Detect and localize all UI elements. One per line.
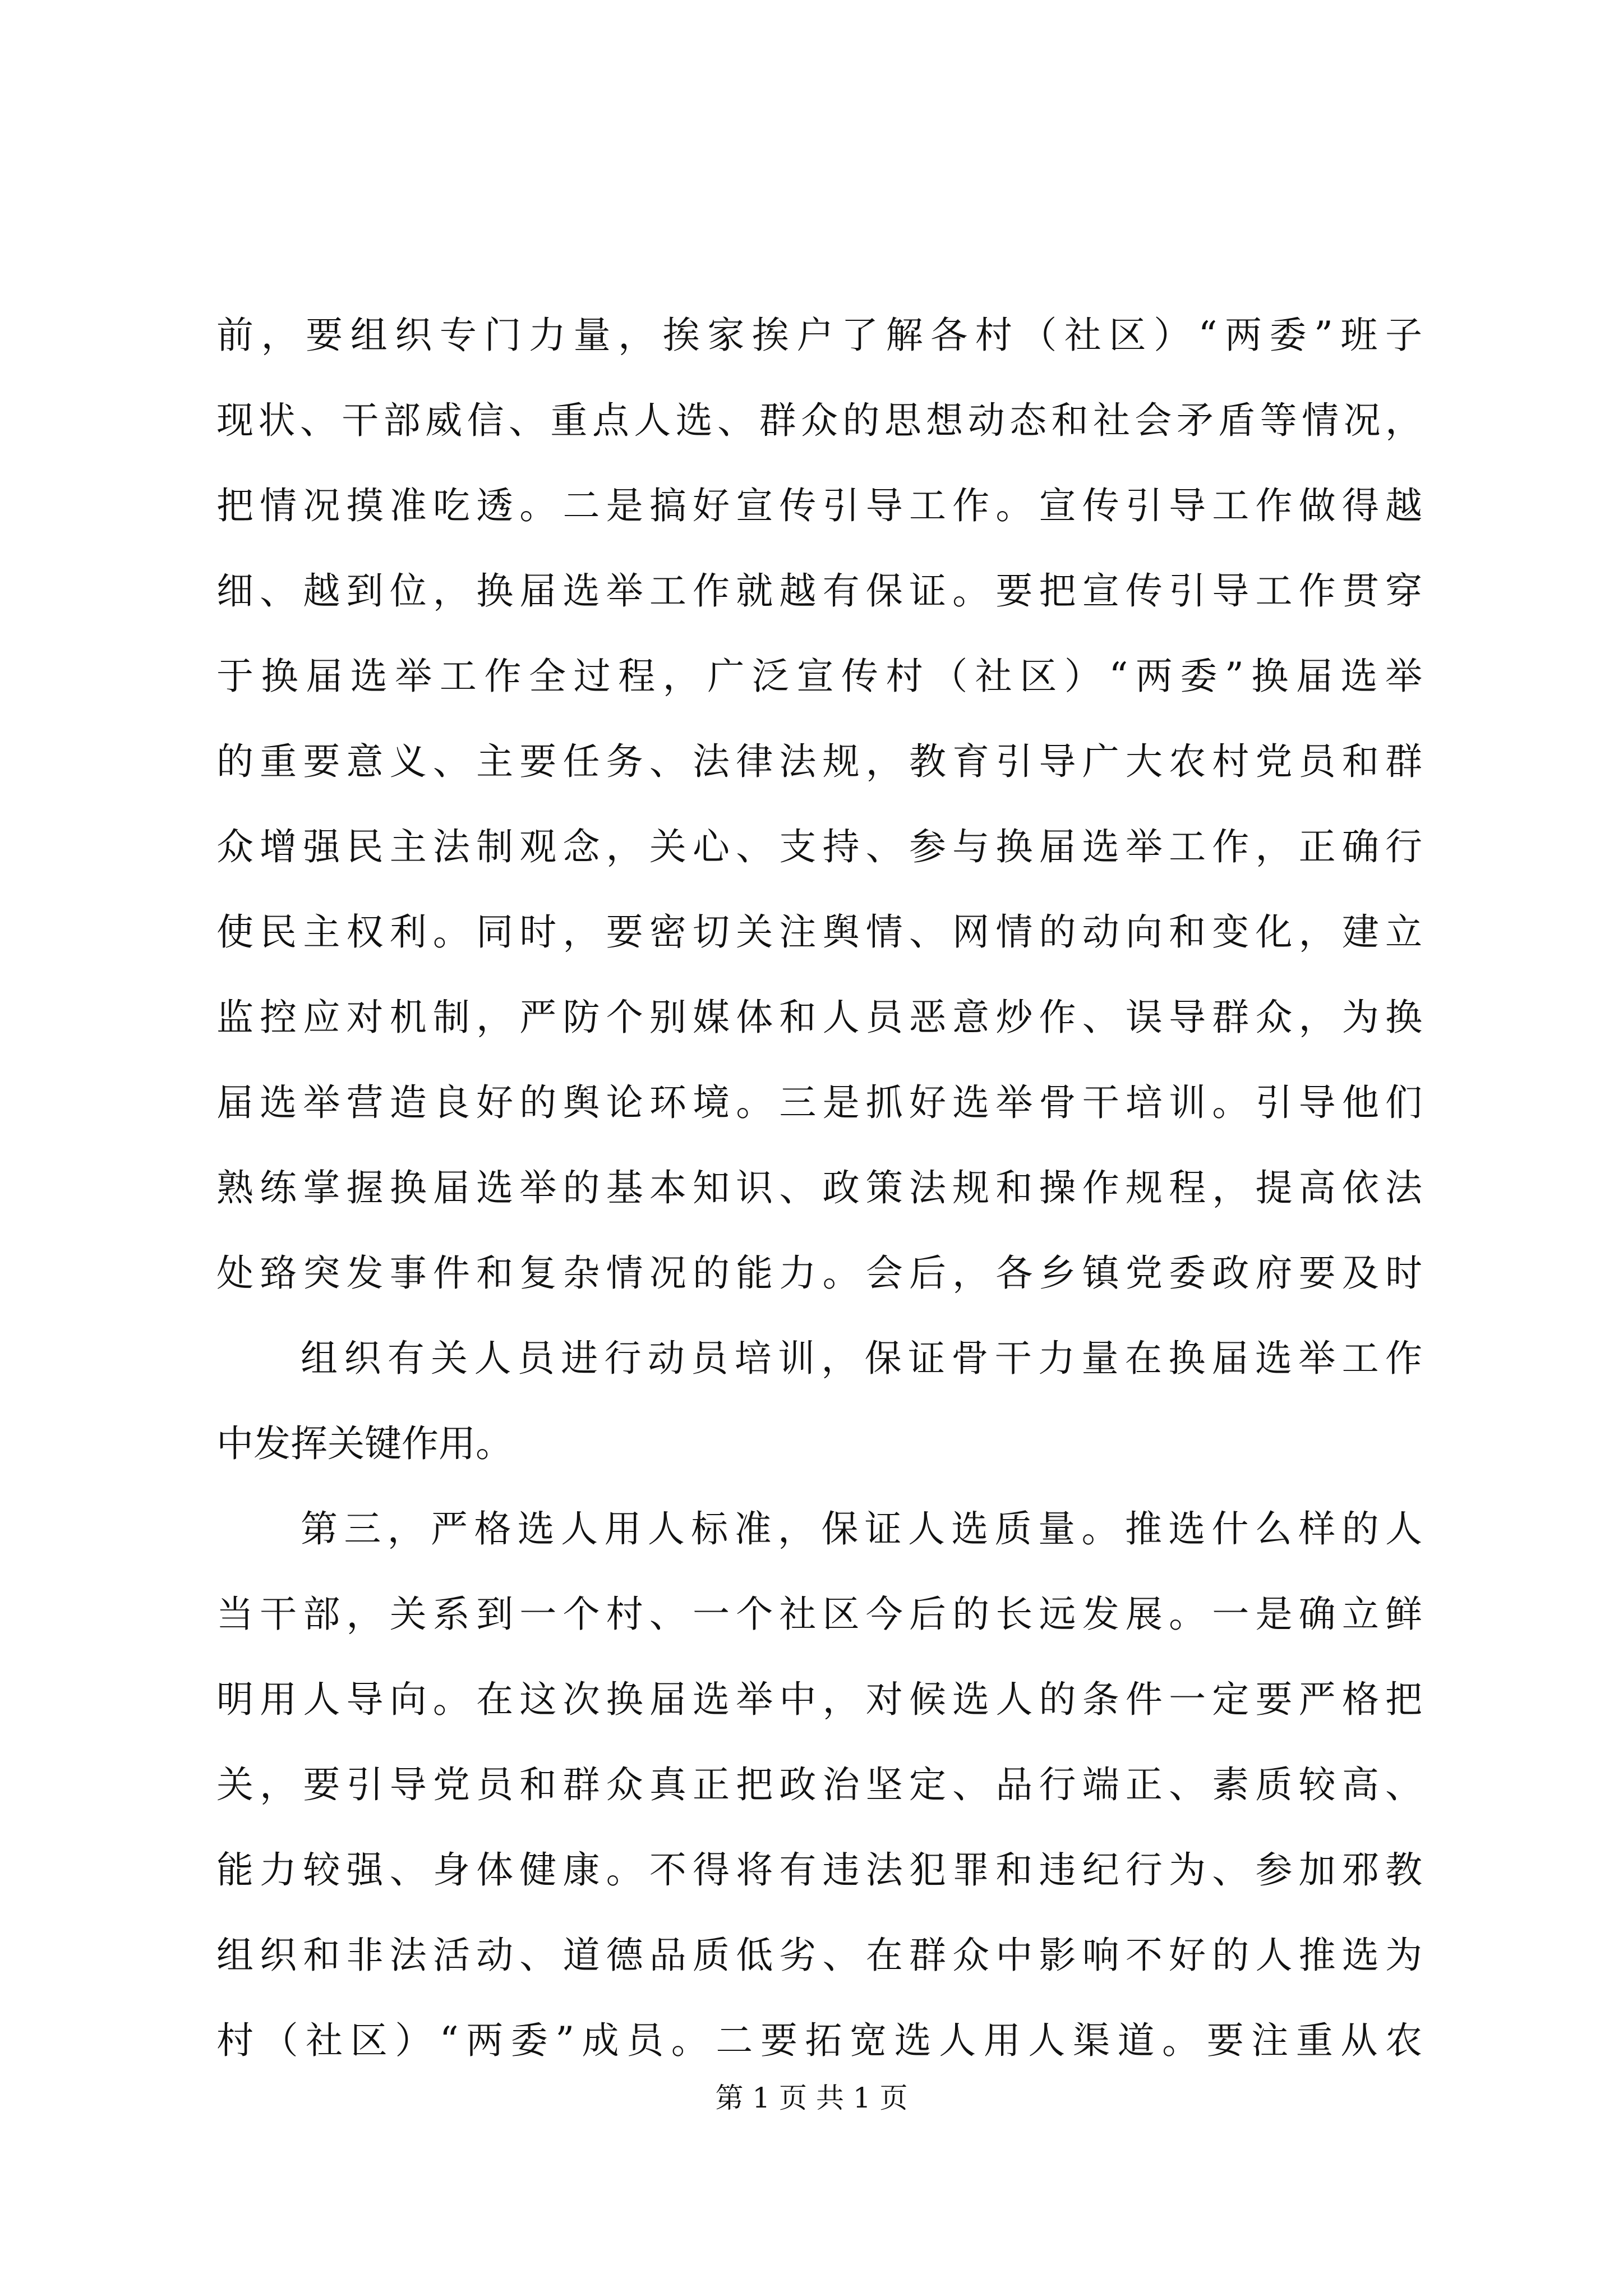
paragraph-first-line: 第三，严格选人用人标准，保证人选质量。推选什么样的人 [301, 1507, 1422, 1550]
body-text-line: 能力较强、身体健康。不得将有违法犯罪和违纪行为、参加邪教 [216, 1848, 1422, 1892]
paragraph-first-line: 组织有关人员进行动员培训，保证骨干力量在换届选举工作 [301, 1337, 1422, 1380]
body-text-line: 使民主权利。同时，要密切关注舆情、网情的动向和变化，建立 [216, 910, 1422, 954]
body-text-line: 现状、干部威信、重点人选、群众的思想动态和社会矛盾等情况， [216, 399, 1422, 442]
body-text-line: 的重要意义、主要任务、法律法规，教育引导广大农村党员和群 [216, 740, 1422, 783]
body-text-line: 熟练掌握换届选举的基本知识、政策法规和操作规程，提高依法 [216, 1166, 1422, 1209]
body-text-line: 把情况摸准吃透。二是搞好宣传引导工作。宣传引导工作做得越 [216, 484, 1422, 527]
body-text-line: 众增强民主法制观念，关心、支持、参与换届选举工作，正确行 [216, 825, 1422, 868]
body-text-line: 明用人导向。在这次换届选举中，对候选人的条件一定要严格把 [216, 1678, 1422, 1721]
body-text-line: 组织和非法活动、道德品质低劣、在群众中影响不好的人推选为 [216, 1934, 1422, 1977]
body-text-line: 前，要组织专门力量，挨家挨户了解各村（社区）“两委”班子 [216, 314, 1422, 357]
body-text-line: 村（社区）“两委”成员。二要拓宽选人用人渠道。要注重从农 [216, 2019, 1422, 2062]
body-text-line: 监控应对机制，严防个别媒体和人员恶意炒作、误导群众，为换 [216, 996, 1422, 1039]
body-text-line: 细、越到位，换届选举工作就越有保证。要把宣传引导工作贯穿 [216, 569, 1422, 613]
body-text-line: 处臵突发事件和复杂情况的能力。会后，各乡镇党委政府要及时 [216, 1251, 1422, 1295]
body-text-line: 届选举营造良好的舆论环境。三是抓好选举骨干培训。引导他们 [216, 1081, 1422, 1124]
body-text-line: 当干部，关系到一个村、一个社区今后的长远发展。一是确立鲜 [216, 1593, 1422, 1636]
paragraph-last-line: 中发挥关键作用。 [216, 1422, 513, 1465]
body-text-line: 关，要引导党员和群众真正把政治坚定、品行端正、素质较高、 [216, 1763, 1422, 1806]
page-footer: 第 1 页 共 1 页 [715, 2082, 908, 2114]
body-text-line: 于换届选举工作全过程，广泛宣传村（社区）“两委”换届选举 [216, 655, 1422, 698]
